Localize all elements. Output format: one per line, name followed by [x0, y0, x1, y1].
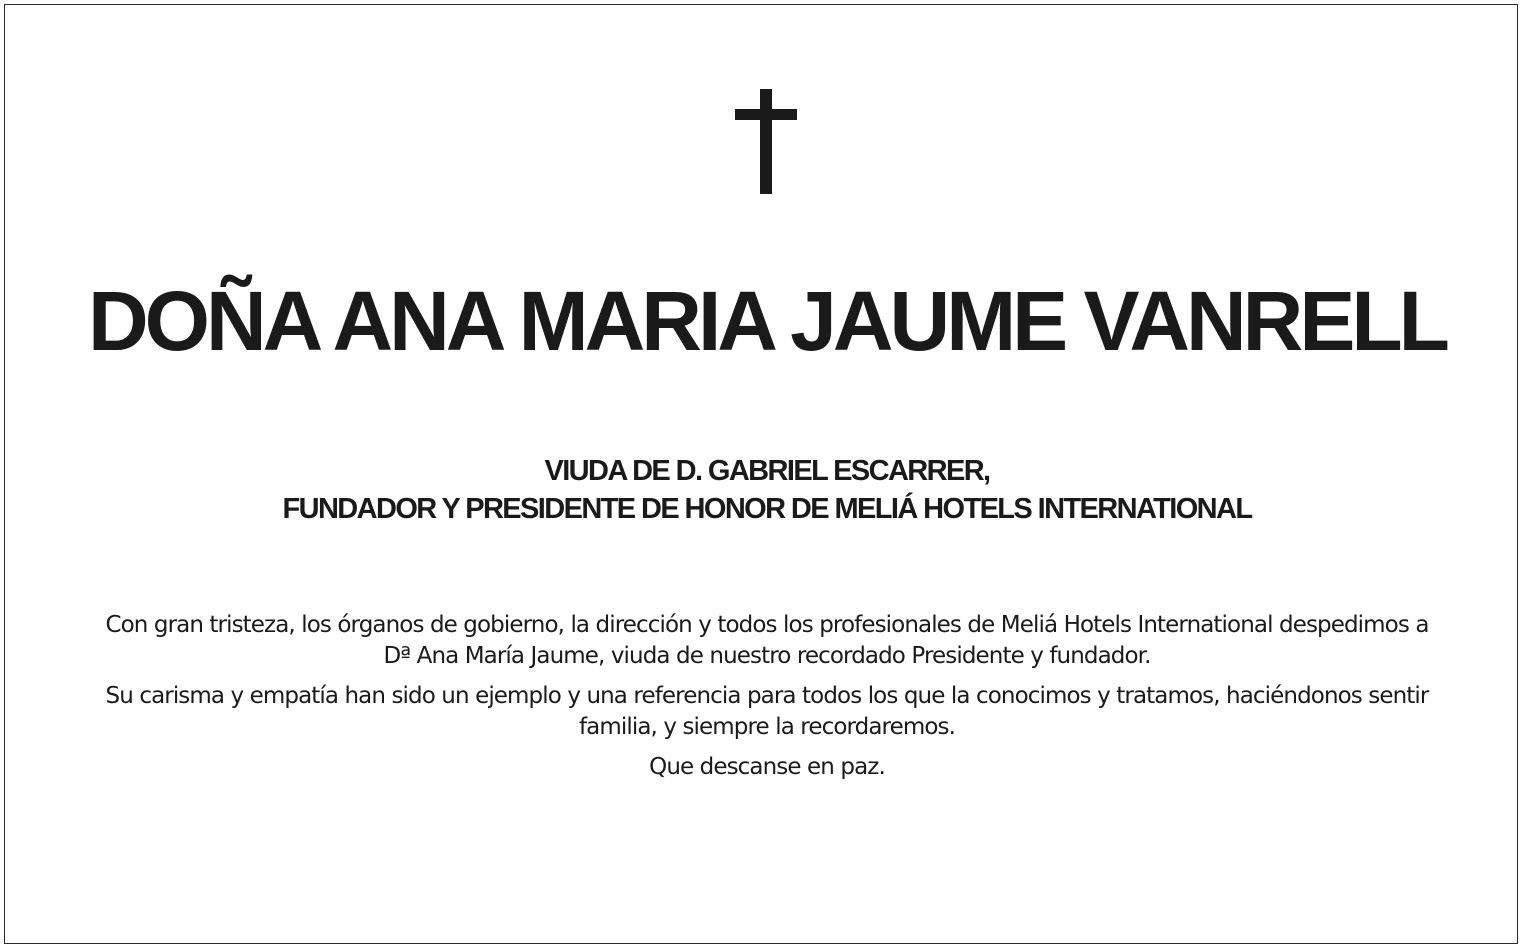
closing-line: Que descanse en paz. [649, 754, 885, 780]
subtitle-line-2: FUNDADOR Y PRESIDENTE DE HONOR DE MELIÁ HOTELS INTERNATIONAL [282, 493, 1252, 525]
cross-vertical-bar [760, 89, 772, 194]
paragraph-1 [30, 610, 1504, 672]
paragraph-1-line-2: Dª Ana María Jaume, viuda de nuestro recordado Presidente y fundador. [383, 643, 1151, 669]
paragraph-2-line-2: familia, y siempre la recordaremos. [578, 714, 956, 740]
paragraph-2 [30, 681, 1504, 743]
cross-horizontal-bar [735, 109, 797, 120]
page-edge [1520, 0, 1530, 952]
paragraph-1-line-1: Con gran tristeza, los órganos de gobierno, la dirección y todos los profesionales de Meliá Hotels International despedimos a [105, 612, 1429, 638]
paragraph-2-line-1: Su carisma y empatía han sido un ejemplo y una referencia para todos los que la conocimos y tratamos, haciéndonos sentir [105, 683, 1429, 709]
deceased-name: DOÑA ANA MARIA JAUME VANRELL [88, 274, 1446, 368]
latin-cross-icon [735, 89, 797, 194]
notice-body [30, 610, 1504, 792]
subtitle-block [20, 452, 1514, 528]
subtitle-line-1: VIUDA DE D. GABRIEL ESCARRER, [544, 455, 990, 487]
